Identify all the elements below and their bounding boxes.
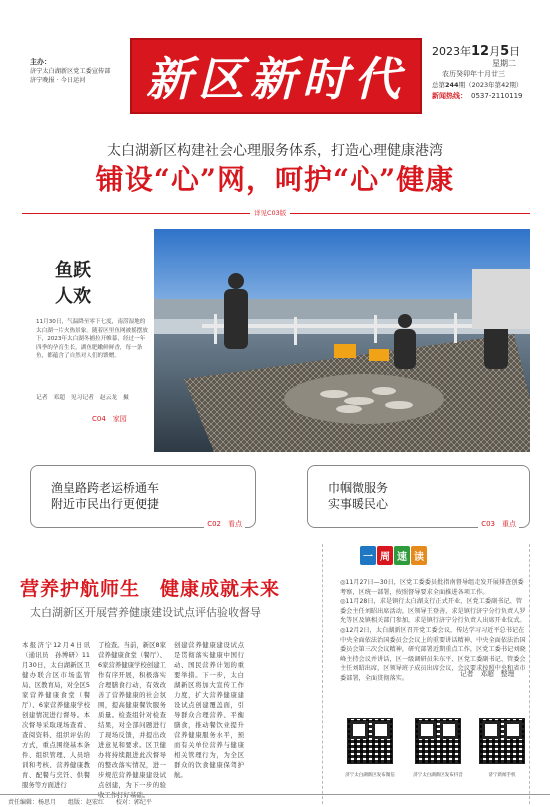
feature-caption: 11月30日，气温降至零下七度，南涝湿地的太白湖一片火热景象。随着区里鱼网被摇摆放下，2023年太白湖冬捕拉开帷幕，经过一年四季的孕育生长，湖鱼肥嫩鲜鲜香，每一条鱼，都蕴含了自然对人们的馈赠。 <box>36 319 148 360</box>
hotline-number: 0537-2110119 <box>471 92 523 100</box>
host-label: 主办： <box>30 58 51 66</box>
issue-number <box>432 80 542 91</box>
heading-char-3: 速 <box>394 546 410 565</box>
news-hotline <box>432 91 542 102</box>
coop-label: 济宁晚报 · 今日运河 <box>30 77 86 84</box>
lead-ref[interactable]: 详见C03版 <box>250 208 290 217</box>
heading-char-2: 周 <box>377 546 393 565</box>
feature-title-line1: 鱼跃 <box>55 260 91 281</box>
lead-subtitle: 太白湖新区构建社会心理服务体系，打造心理健康港湾 <box>107 143 443 159</box>
footer-divider <box>0 794 550 795</box>
qr-caption: 济宁太白湖新区发布抖音 <box>413 773 463 778</box>
date-day: 5 <box>500 44 510 59</box>
feature-author: 记者 邓超 见习记者 赵云龙 摄 <box>36 395 129 401</box>
heading-char-1: 一 <box>360 546 376 565</box>
weekly-digest-heading <box>360 546 428 565</box>
date-month-unit: 月 <box>489 45 501 58</box>
digest-author: 记者 邓超 整理 <box>460 670 515 678</box>
article-title[interactable]: 营养护航师生 健康成就未来 <box>20 578 281 600</box>
digest-item: ◎11月28日，求是镇行太白湖支行正式开业，区党工委副书记、管委会主任刘昭出席活动，区领导王登善，求是镇行济宁分行负责人罗允等区及镇相关部门参加，求是镇行济宁分行负责人出席开业仪式。 <box>340 598 526 625</box>
qr-code-icon <box>347 718 393 764</box>
issue-date <box>432 46 542 57</box>
qr-code-app[interactable] <box>342 718 398 778</box>
date-block <box>432 46 542 102</box>
qr-caption: 济宁太白湖新区发布微信 <box>345 773 395 778</box>
date-month: 12 <box>471 44 490 59</box>
article-col-2: 了检查。当前，新区8家营养健康食堂（餐厅）、6家营养健康学校创建工作有序开展，积极落实合理膳食行动，有效改善了营养健康的社会氛围，提高健康餐饮服务质量。检查组针对检查结果，对全部问题进行了现场反馈，并提出改进意见和要求。区卫健办将持续跟进此次督导的整改落实情况，进一步规范营养健康建设试点创建，为下一步的验收工作打好基础。 <box>98 641 166 799</box>
footer-layout: 组版：赵宏红 <box>67 799 104 806</box>
box-right-line2: 实事暖民心 <box>328 497 389 511</box>
masthead-logo <box>130 38 422 114</box>
footer-editor: 责任编辑：杨思月 <box>8 799 57 806</box>
qr-code-icon <box>415 718 461 764</box>
box-left[interactable] <box>30 465 256 528</box>
digest-item: ◎11月27日—30日，区党工委委员批指南督导组走发开展排查创委考察，区统一部署，按照督导要求全面推进各项工作。 <box>340 579 524 596</box>
masthead-title: 新区新时代 <box>146 52 406 106</box>
host-name: 济宁太白湖新区党工委宣传部 <box>30 68 111 75</box>
box-left-line1: 渔皇路跨老运桥通车 <box>51 481 160 495</box>
fishing-photo-illustration <box>154 229 530 452</box>
weekday: 星期二 <box>492 59 516 68</box>
sponsor-block <box>30 58 110 85</box>
issue-total: 244 <box>445 81 459 89</box>
qr-code-douyin[interactable] <box>410 718 466 778</box>
box-left-line2: 附近市民出行更便捷 <box>51 497 160 511</box>
issue-prefix: 总第 <box>432 81 445 89</box>
issue-suffix: 期（2023年第42期） <box>458 81 523 89</box>
article-col-1: 本报济宁12月4日讯（通讯员 孙博研）11月30日，太白湖新区卫健办联合区市场监管局、区教育局，对全区5家营养健康食堂（餐厅）、6家营养健康学校创建情况进行督导。本次督导采取现场查看、查阅资料、组织评估的方式，重点围绕基本条件、组织管理、人员培训和考核、营养健康教育、配餐与烹饪、供餐服务等方面进行 <box>22 641 90 789</box>
feature-title-line2: 人欢 <box>55 286 91 307</box>
feature-title <box>55 258 91 310</box>
box-right-line1: 巾帼微服务 <box>328 481 389 495</box>
article-col-3: 创建营养健康建设试点是贯彻落实健康中国行动、国民营养计划的重要举措。下一步，太白湖新区将加大宣传工作力度，扩大营养健康建设试点创建覆盖面，引导群众合理营养、平衡膳食，推动餐饮业提升营养健康服务水平，预而有关单位营养与健康相关管理行为，为全区群众的饮食健康保驾护航。 <box>174 641 244 779</box>
box-left-ref[interactable]: C02 看点 <box>204 519 245 529</box>
qr-code-icon <box>479 718 525 764</box>
footer-credits <box>8 797 162 806</box>
article-subtitle: 太白湖新区开展营养健康建设试点评估验收督导 <box>30 606 261 619</box>
feature-photo[interactable] <box>154 229 530 452</box>
feature-ref[interactable]: C04 家园 <box>92 415 127 423</box>
hotline-label: 新闻热线： <box>432 92 467 100</box>
box-right-ref[interactable]: C03 重点 <box>478 519 519 529</box>
footer-proof: 校对：郭纪平 <box>115 799 152 806</box>
heading-char-4: 读 <box>411 546 427 565</box>
date-day-unit: 日 <box>509 45 521 58</box>
box-right[interactable] <box>307 465 530 528</box>
qr-caption: 济宁新闻手机 <box>488 773 516 778</box>
date-year: 2023年 <box>432 45 471 58</box>
lunar-date: 农历癸卯年十月廿三 <box>442 70 505 78</box>
digest-item: ◎12月2日，太白湖新区召开党工委会议，传达学习习近平总书记在中央全面依法治国委员会会议上的重要讲话精神、中央全面依法治国委员会第三次会议精神，研究部署近期重点工作，区党工委书记刘晓峰主持会议并讲话，区一级调研员朱东平、区党工委副书记、管委会主任刘昭出席，区领导班子成员出席会议，会议要求按照中央和省市委部署，全面贯彻落实。 <box>340 626 526 682</box>
lead-title[interactable]: 铺设“心”网，呵护“心”健康 <box>95 163 455 196</box>
qr-code-news[interactable] <box>474 718 530 778</box>
